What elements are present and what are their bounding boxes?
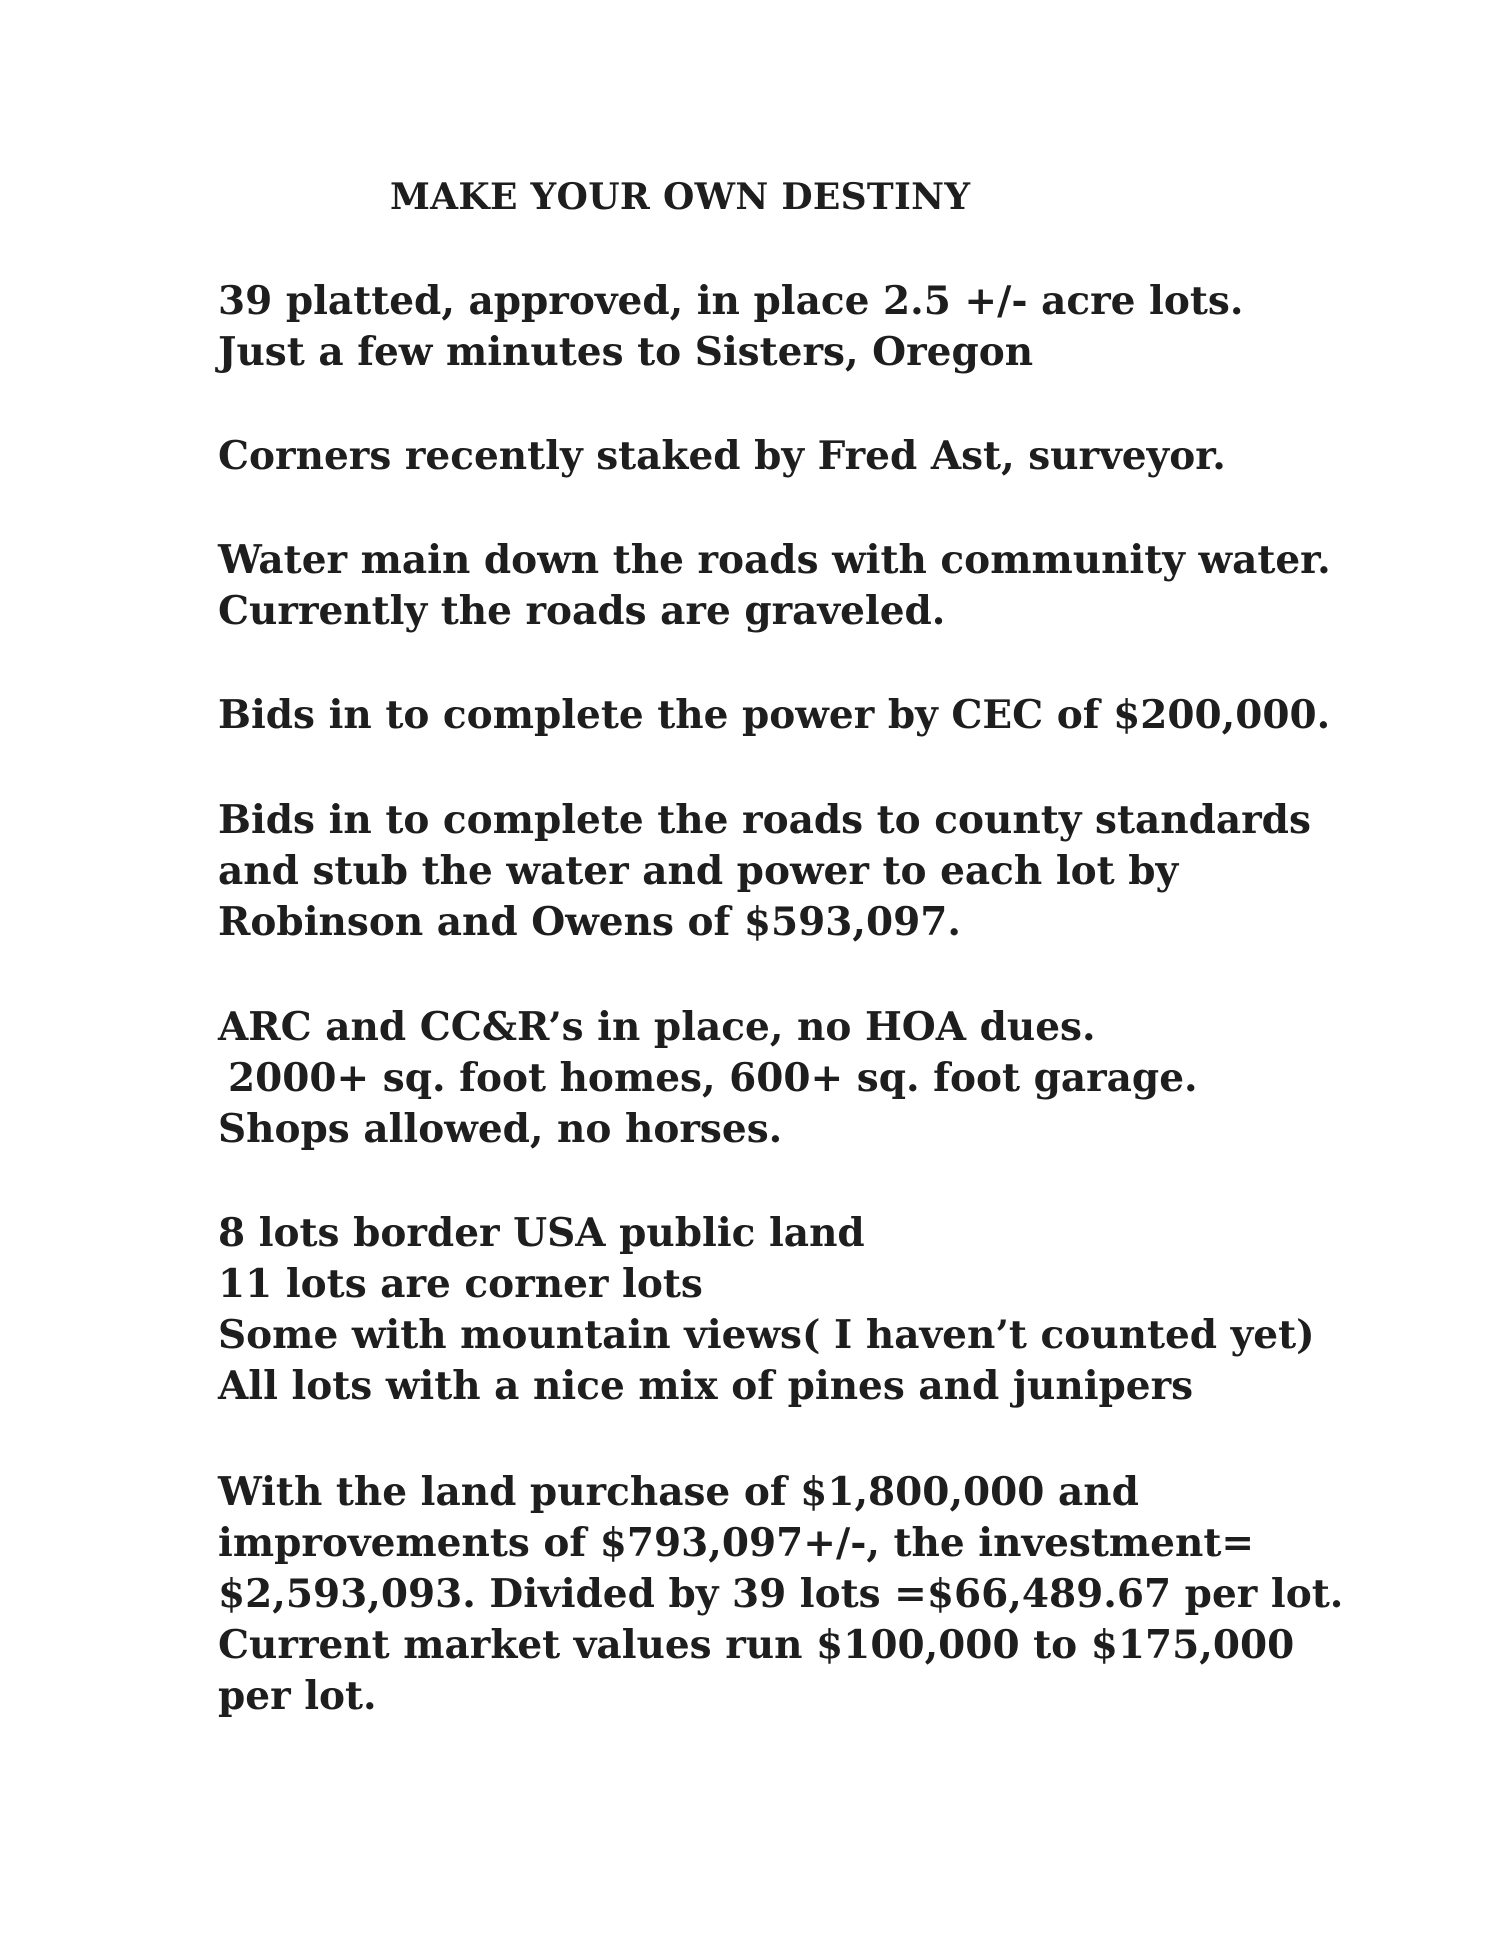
paragraph-line: 39 platted, approved, in place 2.5 +/- acre lots. (218, 278, 1244, 324)
paragraph-line: $2,593,093. Divided by 39 lots =$66,489.67 per lot. (218, 1571, 1344, 1617)
paragraph-line: All lots with a nice mix of pines and junipers (218, 1363, 1194, 1409)
paragraph-line: Currently the roads are graveled. (218, 588, 946, 634)
paragraph-line: Shops allowed, no horses. (218, 1106, 783, 1152)
paragraph-line: Just a few minutes to Sisters, Oregon (218, 329, 1034, 375)
paragraph-line: per lot. (218, 1673, 377, 1719)
paragraph-restrictions (218, 1002, 1198, 1155)
paragraph-line: 2000+ sq. foot homes, 600+ sq. foot garage. (228, 1055, 1198, 1101)
paragraph-line: Water main down the roads with community water. (218, 537, 1331, 583)
paragraph-line: With the land purchase of $1,800,000 and (218, 1469, 1139, 1515)
paragraph-line: improvements of $793,097+/-, the investment= (218, 1520, 1255, 1566)
paragraph-line: Bids in to complete the power by CEC of $200,000. (218, 692, 1331, 738)
page-title: MAKE YOUR OWN DESTINY (390, 176, 971, 218)
paragraph-lot-features (218, 1208, 1315, 1412)
paragraph-line: Robinson and Owens of $593,097. (218, 899, 961, 945)
paragraph-roads-bid (218, 795, 1311, 948)
paragraph-water-roads (218, 535, 1331, 637)
paragraph-power-bid (218, 690, 1330, 741)
paragraph-line: Bids in to complete the roads to county standards (218, 797, 1311, 843)
paragraph-lots-overview (218, 276, 1243, 378)
paragraph-line: Current market values run $100,000 to $175,000 (218, 1622, 1295, 1668)
paragraph-line: Corners recently staked by Fred Ast, surveyor. (218, 433, 1226, 479)
paragraph-line: Some with mountain views( I haven’t counted yet) (218, 1312, 1315, 1358)
paragraph-line: 8 lots border USA public land (218, 1210, 865, 1256)
paragraph-line: 11 lots are corner lots (218, 1261, 703, 1307)
paragraph-survey (218, 431, 1226, 482)
paragraph-investment (218, 1467, 1343, 1722)
paragraph-line: ARC and CC&R’s in place, no HOA dues. (218, 1004, 1096, 1050)
paragraph-line: and stub the water and power to each lot by (218, 848, 1179, 894)
